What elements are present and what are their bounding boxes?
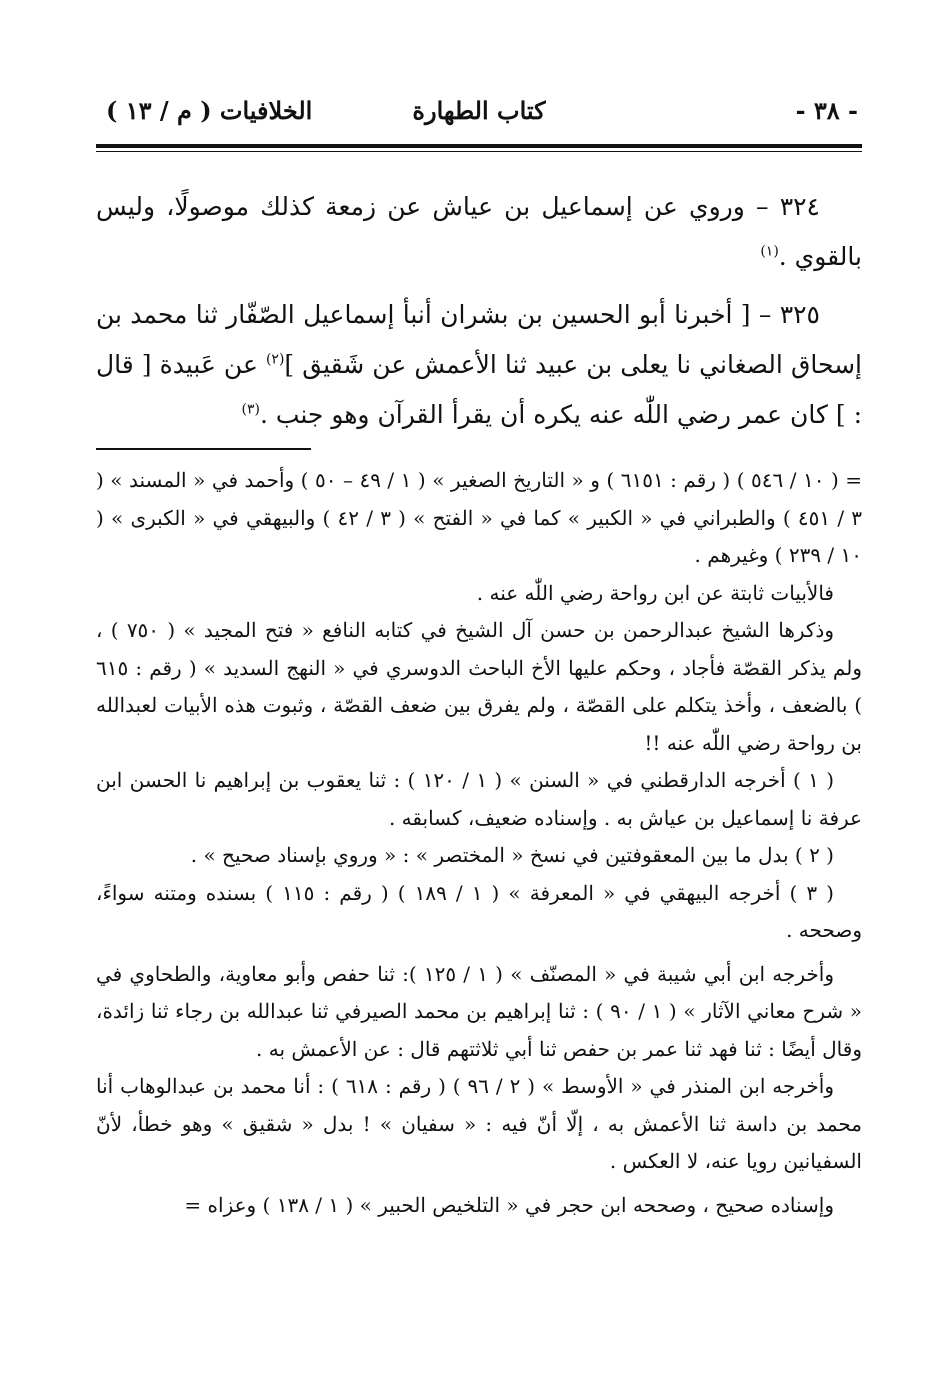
- footnote-2: ( ٢ ) بدل ما بين المعقوفتين في نسخ « المختصر » : « وروي بإسناد صحيح » .: [190, 843, 834, 867]
- header-rule-thick: [96, 144, 862, 148]
- footnote-ref-1: (١): [760, 243, 779, 260]
- footnote-paragraph: وإسناده صحيح ، وصححه ابن حجر في « التلخيص الحبير » ( ١ / ١٣٨ ) وعزاه =: [184, 1192, 834, 1217]
- hadith-325-text-a: ٣٢٥ – [ أخبرنا أبو الحسين بن بشران أنبأ إسماعيل الصّفّار ثنا محمد بن إسحاق الصغاني نا يعلى بن عبيد ثنا الأعمش عن شَقيق ]: [96, 300, 862, 379]
- header-rule-thin: [96, 151, 862, 152]
- hadith-324-text: ٣٢٤ – وروي عن إسماعيل بن عياش عن زمعة كذلك موصولًا، وليس بالقوي .: [96, 192, 862, 271]
- footnote-separator: [96, 448, 311, 450]
- main-text: [96, 182, 862, 440]
- footnote-continuation: = ( ١٠ / ٥٤٦ ) ( رقم : ٦١٥١ ) و « التاريخ الصغير » ( ١ / ٤٩ – ٥٠ ) وأحمد في « المسند » ( ٣ / ٤٥١ ) والطبراني في « الكبير » كما في « الفتح » ( ٣ / ٤٢ ) والبيهقي في « الكبرى » ( ١٠ / ٢٣٩ ) وغيرهم .: [96, 468, 863, 567]
- running-header: [96, 96, 862, 136]
- footnote-paragraph: فالأبيات ثابتة عن ابن رواحة رضي اللّٰه عنه .: [476, 580, 834, 605]
- footnote-ref-2: (٢): [265, 351, 285, 368]
- footnote-ref-3: (٣): [241, 401, 260, 418]
- page-number: - ٣٨ -: [795, 96, 858, 125]
- hadith-324: [96, 182, 862, 282]
- footnote-1: ( ١ ) أخرجه الدارقطني في « السنن » ( ١ / ١٢٠ ) : ثنا يعقوب بن إبراهيم نا الحسن ابن عرفة نا إسماعيل بن عياش به . وإسناده ضعيف، كسابقه .: [96, 768, 862, 830]
- book-title: كتاب الطهارة: [412, 96, 546, 125]
- footnotes: [96, 462, 862, 1224]
- series-volume-label: الخلافيات ( م / ١٣ ): [106, 96, 313, 125]
- footnote-paragraph: وأخرجه ابن المنذر في « الأوسط » ( ٢ / ٩٦ ) ( رقم : ٦١٨ ) : أنا محمد بن عبدالوهاب أنا محمد بن داسة ثنا الأعمش به ، إلّا أنّ فيه : « سفيان » ! بدل « شقيق » وهو خطأ، لأنّ السفيانين رويا عنه، لا العكس .: [96, 1074, 862, 1173]
- footnote-3: ( ٣ ) أخرجه البيهقي في « المعرفة » ( ١ / ١٨٩ ) ( رقم : ١١٥ ) بسنده ومتنه سواءً، وصححه .: [96, 880, 862, 942]
- footnote-paragraph: وذكرها الشيخ عبدالرحمن بن حسن آل الشيخ في كتابه النافع « فتح المجيد » ( ٧٥٠ ) ، ولم يذكر القصّة فأجاد ، وحكم عليها الأخ الباحث الدوسري في « النهج السديد » ( رقم : ٦١٥ ) بالضعف ، وأخذ يتكلم على القصّة ، ولم يفرق بين ضعف القصّة ، وثبوت هذه الأبيات لعبدالله بن رواحة رضي اللّٰه عنه !!: [96, 618, 862, 755]
- footnote-paragraph: وأخرجه ابن أبي شيبة في « المصنّف » ( ١ / ١٢٥ ): ثنا حفص وأبو معاوية، والطحاوي في « شرح معاني الآثار » ( ١ / ٩٠ ) : ثنا إبراهيم بن محمد الصيرفي ثنا عبدالله بن رجاء ثنا زائدة، وقال أيضًا : ثنا فهد ثنا عمر بن حفص ثنا أبي ثلاثتهم قال : عن الأعمش به .: [96, 961, 862, 1061]
- hadith-325-text-b: عن عَبيدة [ قال : ] كان عمر رضي اللّٰه عنه يكره أن يقرأ القرآن وهو جنب .: [96, 350, 862, 429]
- hadith-325: [96, 290, 862, 440]
